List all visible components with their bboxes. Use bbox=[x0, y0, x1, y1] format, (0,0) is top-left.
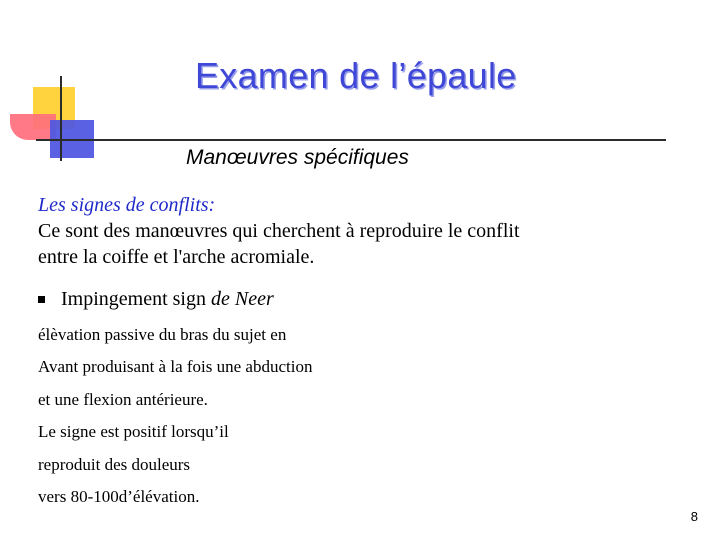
intro-line: Ce sont des manœuvres qui cherchent à reproduire le conflit bbox=[38, 220, 520, 242]
intro-line: entre la coiffe et l'arche acromiale. bbox=[38, 246, 315, 268]
square-bullet-icon bbox=[38, 296, 45, 303]
description-line: vers 80-100d’élévation. bbox=[38, 487, 200, 506]
description-line: Le signe est positif lorsqu’il bbox=[38, 422, 229, 441]
bullet-text-normal: Impingement sign bbox=[61, 288, 211, 310]
description-line: reproduit des douleurs bbox=[38, 455, 191, 474]
slide-title: Examen de l’épaule bbox=[195, 55, 517, 96]
description-line: et une flexion antérieure. bbox=[38, 390, 208, 409]
intro-heading: Les signes de conflits: bbox=[38, 194, 216, 216]
bullet-text-italic: de Neer bbox=[210, 288, 274, 310]
bullet-item bbox=[38, 288, 274, 311]
description-line: élèvation passive du bras du sujet en bbox=[38, 325, 287, 344]
bullet-text bbox=[61, 288, 274, 310]
page-number: 8 bbox=[690, 509, 698, 524]
title-underline bbox=[36, 139, 666, 141]
description-line: Avant produisant à la fois une abduction bbox=[38, 357, 313, 376]
intro-block bbox=[38, 192, 520, 270]
decorative-vertical-line bbox=[60, 76, 62, 161]
slide-subtitle: Manœuvres spécifiques bbox=[186, 146, 409, 169]
